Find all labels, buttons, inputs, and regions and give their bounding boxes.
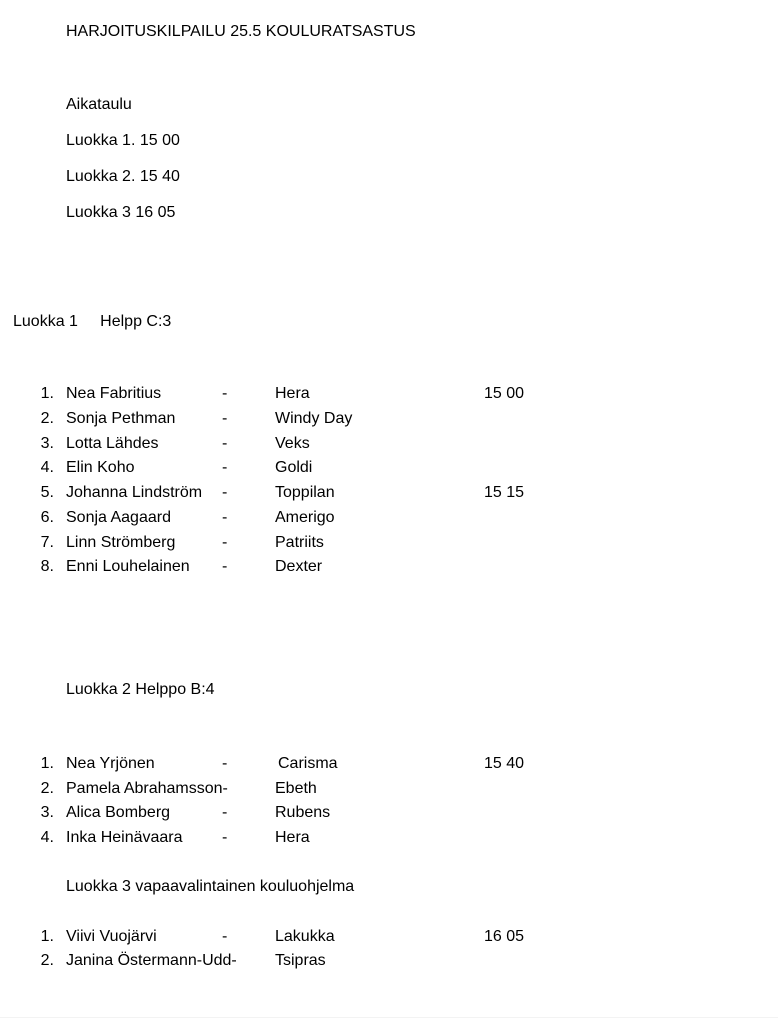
class3-heading: Luokka 3 vapaavalintainen kouluohjelma bbox=[66, 878, 355, 895]
rider-name: Viivi Vuojärvi bbox=[66, 928, 157, 945]
rider-name: Nea Yrjönen bbox=[66, 755, 155, 772]
rider-name: Pamela Abrahamsson- bbox=[66, 780, 228, 797]
separator-dash: - bbox=[222, 804, 228, 821]
entry-row bbox=[0, 508, 778, 528]
separator-dash: - bbox=[222, 534, 228, 551]
entry-number: 2. bbox=[40, 952, 54, 969]
separator-dash: - bbox=[222, 435, 228, 452]
entry-number: 1. bbox=[40, 928, 54, 945]
entry-row bbox=[0, 384, 778, 404]
separator-dash: - bbox=[222, 829, 228, 846]
separator-dash: - bbox=[222, 410, 228, 427]
entry-row bbox=[0, 803, 778, 823]
horse-name: Carisma bbox=[278, 755, 338, 772]
entry-number: 6. bbox=[40, 509, 54, 526]
horse-name: Dexter bbox=[275, 558, 323, 575]
entry-number: 2. bbox=[40, 410, 54, 427]
separator-dash: - bbox=[222, 755, 228, 772]
class1-heading: Luokka 1 Helpp C:3 bbox=[13, 313, 172, 330]
rider-name: Enni Louhelainen bbox=[66, 558, 190, 575]
entry-number: 4. bbox=[40, 459, 54, 476]
rider-name: Inka Heinävaara bbox=[66, 829, 183, 846]
start-time: 16 05 bbox=[484, 928, 525, 945]
page-edge-divider bbox=[0, 1017, 778, 1018]
entry-number: 2. bbox=[40, 780, 54, 797]
rider-name: Sonja Pethman bbox=[66, 410, 176, 427]
horse-name: Hera bbox=[275, 829, 310, 846]
entry-row bbox=[0, 409, 778, 429]
horse-name: Lakukka bbox=[275, 928, 335, 945]
horse-name: Ebeth bbox=[275, 780, 317, 797]
rider-name: Linn Strömberg bbox=[66, 534, 176, 551]
schedule-line-1: Luokka 1. 15 00 bbox=[66, 132, 180, 149]
start-time: 15 15 bbox=[484, 484, 525, 501]
horse-name: Goldi bbox=[275, 459, 313, 476]
rider-name: Johanna Lindström bbox=[66, 484, 203, 501]
entry-row bbox=[0, 458, 778, 478]
separator-dash: - bbox=[222, 459, 228, 476]
rider-name: Janina Östermann-Udd- bbox=[66, 952, 237, 969]
horse-name: Amerigo bbox=[275, 509, 335, 526]
rider-name: Elin Koho bbox=[66, 459, 135, 476]
separator-dash: - bbox=[222, 509, 228, 526]
rider-name: Lotta Lähdes bbox=[66, 435, 159, 452]
horse-name: Veks bbox=[275, 435, 310, 452]
rider-name: Sonja Aagaard bbox=[66, 509, 171, 526]
entry-number: 5. bbox=[40, 484, 54, 501]
entry-row bbox=[0, 927, 778, 947]
entry-row bbox=[0, 951, 778, 971]
entry-number: 8. bbox=[40, 558, 54, 575]
entry-number: 3. bbox=[40, 435, 54, 452]
horse-name: Toppilan bbox=[275, 484, 335, 501]
entry-row bbox=[0, 533, 778, 553]
separator-dash: - bbox=[222, 385, 228, 402]
horse-name: Patriits bbox=[275, 534, 324, 551]
horse-name: Windy Day bbox=[275, 410, 353, 427]
entry-number: 1. bbox=[40, 755, 54, 772]
rider-name: Alica Bomberg bbox=[66, 804, 171, 821]
entry-row bbox=[0, 434, 778, 454]
separator-dash: - bbox=[222, 558, 228, 575]
start-time: 15 40 bbox=[484, 755, 525, 772]
start-time: 15 00 bbox=[484, 385, 525, 402]
schedule-line-3: Luokka 3 16 05 bbox=[66, 204, 176, 221]
entry-row bbox=[0, 754, 778, 774]
entry-row bbox=[0, 557, 778, 577]
rider-name: Nea Fabritius bbox=[66, 385, 162, 402]
entry-number: 3. bbox=[40, 804, 54, 821]
entry-number: 7. bbox=[40, 534, 54, 551]
entry-number: 1. bbox=[40, 385, 54, 402]
schedule-line-2: Luokka 2. 15 40 bbox=[66, 168, 180, 185]
entry-row bbox=[0, 828, 778, 848]
schedule-heading: Aikataulu bbox=[66, 96, 132, 113]
horse-name: Rubens bbox=[275, 804, 331, 821]
horse-name: Hera bbox=[275, 385, 310, 402]
horse-name: Tsipras bbox=[275, 952, 326, 969]
separator-dash: - bbox=[222, 484, 228, 501]
class2-heading: Luokka 2 Helppo B:4 bbox=[66, 681, 215, 698]
document-title: HARJOITUSKILPAILU 25.5 KOULURATSASTUS bbox=[66, 23, 416, 40]
entry-row bbox=[0, 483, 778, 503]
separator-dash: - bbox=[222, 928, 228, 945]
entry-row bbox=[0, 779, 778, 799]
entry-number: 4. bbox=[40, 829, 54, 846]
